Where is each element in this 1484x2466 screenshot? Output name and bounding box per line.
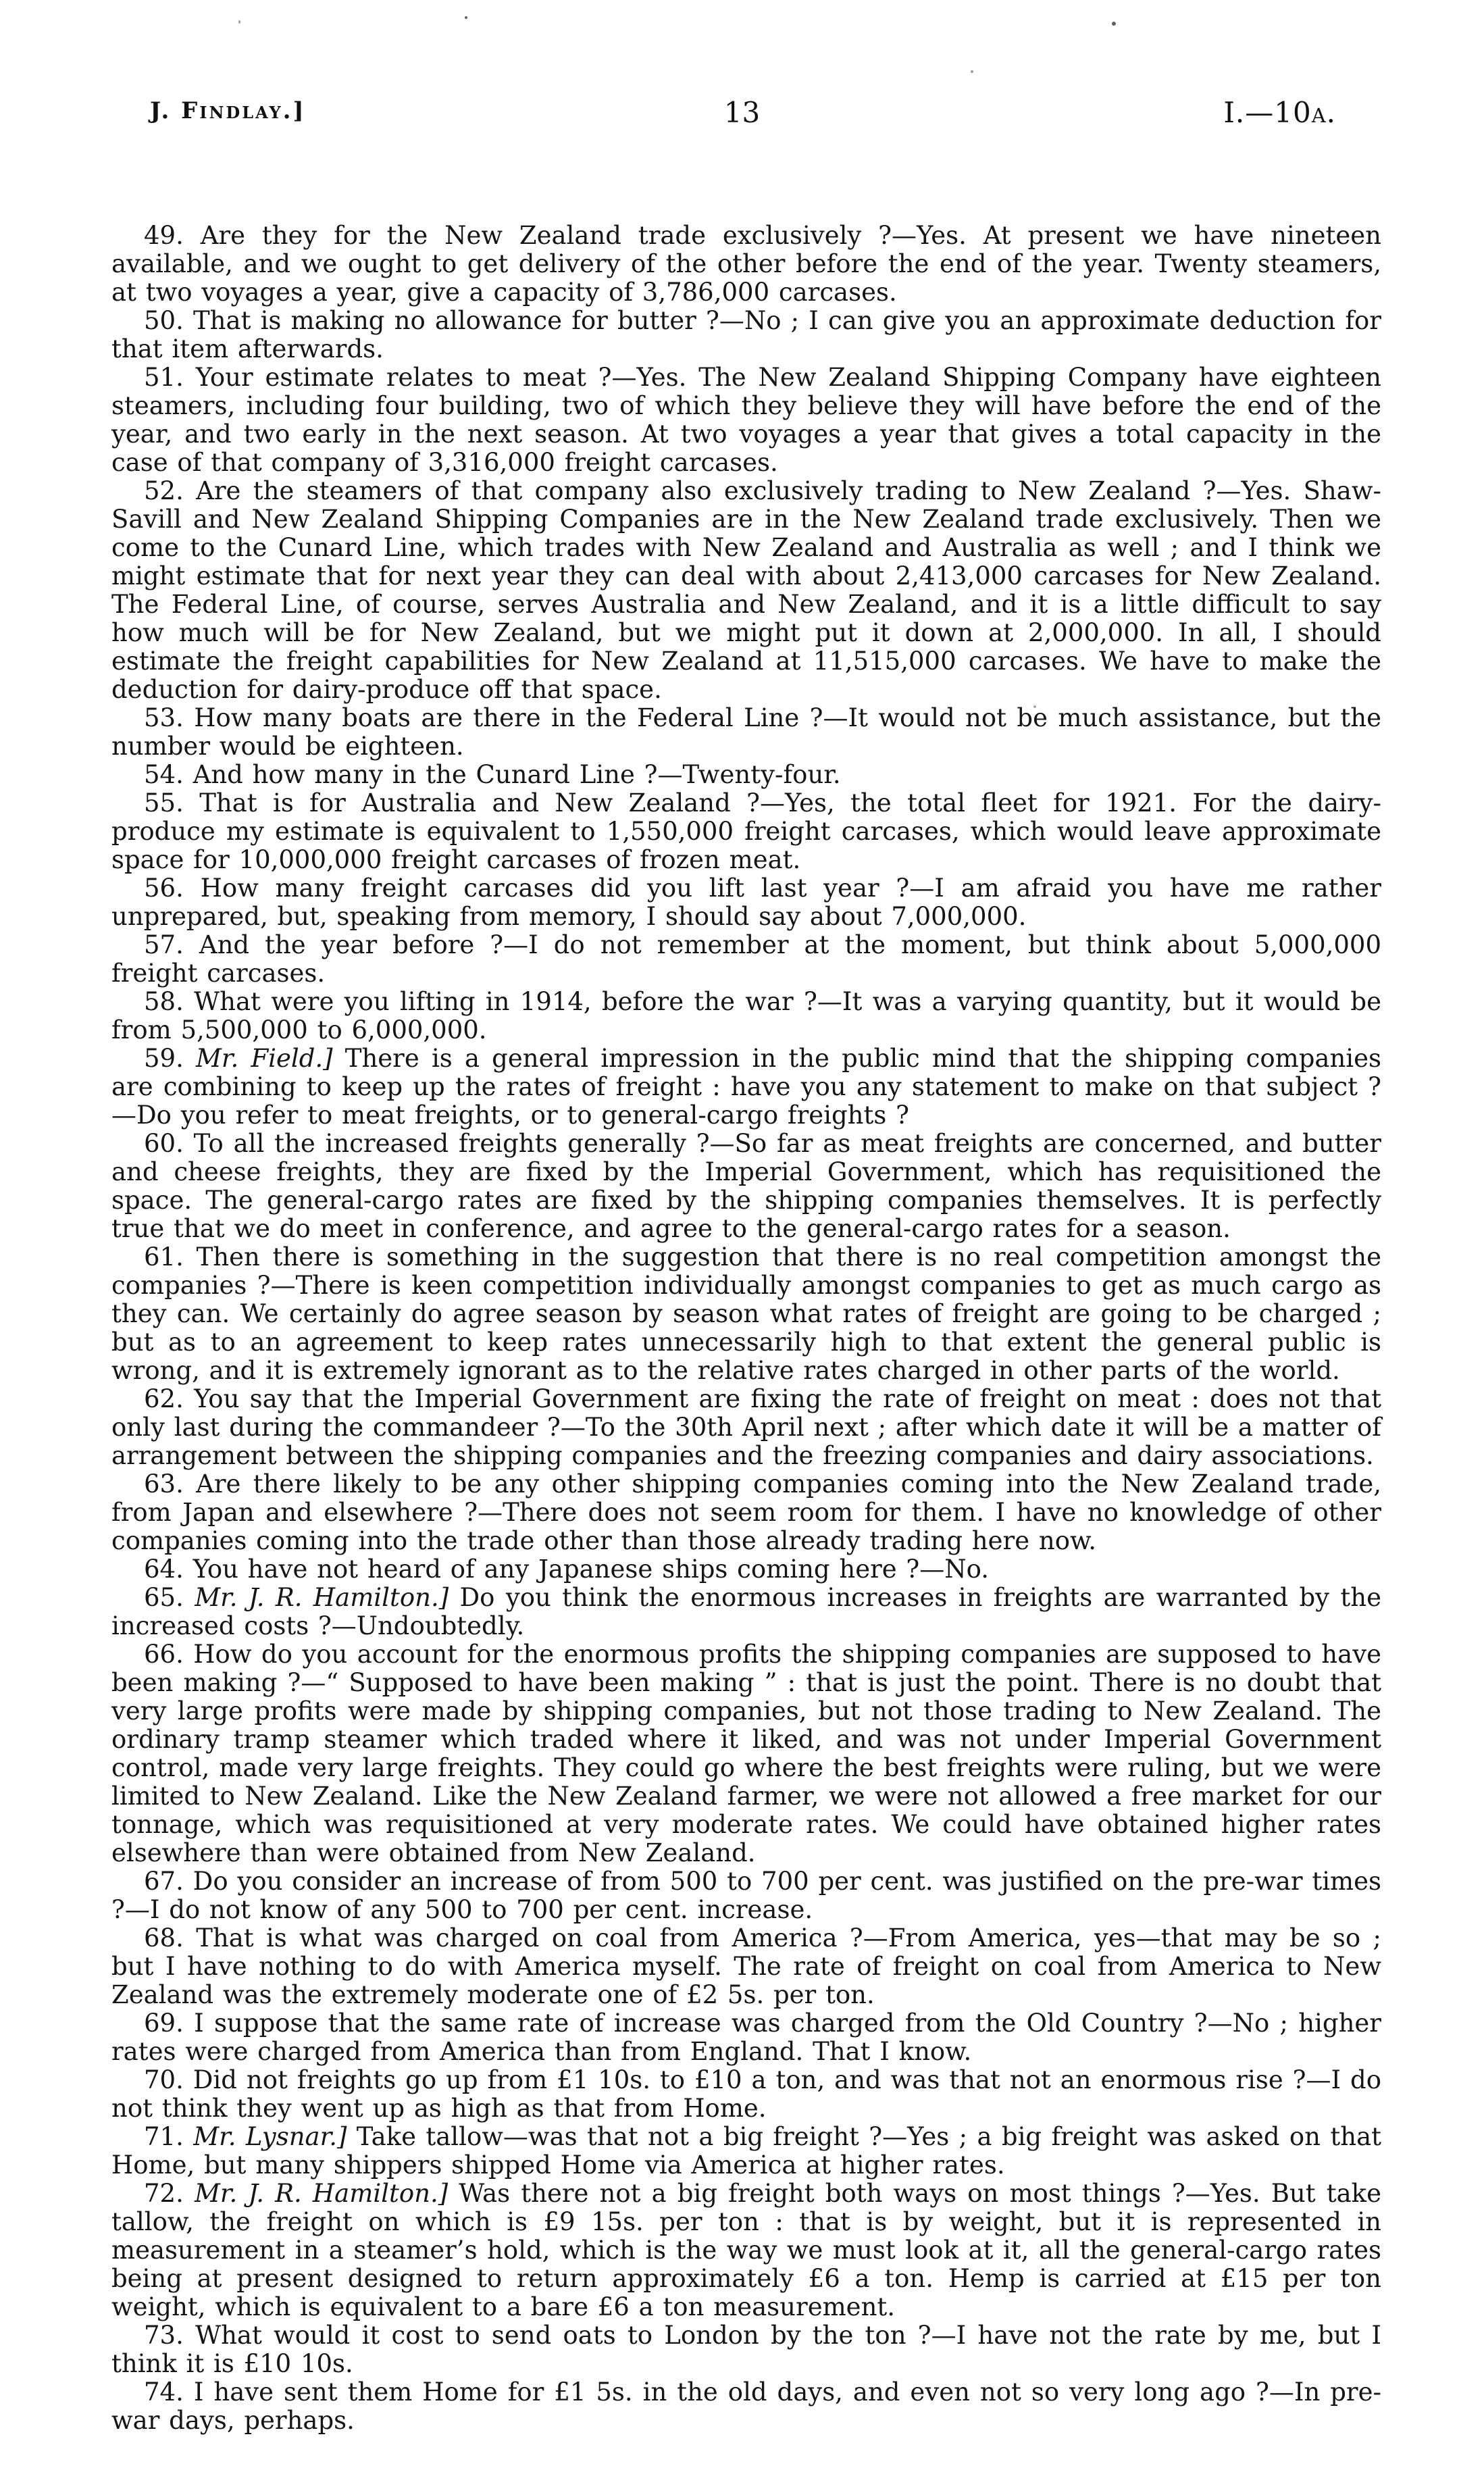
question-text: Then there is something in the suggestion that there is no real competition amongst the companies ?—There is keen competition individually amongst companies to get as much cargo as they can. We certainly do agree season by season what rates of freight are going to be charged ; but as to an agreement to keep rates unnecessarily high to that extent the general public is wrong, and it is extremely ignorant as to the relative rates charged in other parts of the world.	[111, 1242, 1381, 1385]
question-number: 57.	[144, 930, 199, 959]
speaker-name: Mr. Field.]	[196, 1044, 345, 1073]
question-paragraph	[111, 1045, 1381, 1130]
scan-speck	[465, 16, 467, 19]
question-number: 67.	[144, 1867, 193, 1896]
question-text: Was there not a big freight both ways on most things ?—Yes. But take tallow, the freight on which is £9 15s. per ton : that is by weight, but it is represented in measurement in a steamer’s hold, which is the way we must look at it, all the general-cargo rates being at present designed to return approximately £6 a ton. Hemp is carried at £15 per ton weight, which is equivalent to a bare £6 a ton measurement.	[111, 2179, 1381, 2321]
question-text: Take tallow—was that not a big freight ?—Yes ; a big freight was asked on that Home, but many shippers shipped Home via America at higher rates.	[111, 2122, 1382, 2180]
question-text: Are there likely to be any other shipping companies coming into the New Zealand trade, from Japan and elsewhere ?—There does not seem room for them. I have no knowledge of other companies coming into the trade other than those already trading here now.	[111, 1469, 1382, 1555]
question-number: 51.	[144, 363, 196, 392]
question-paragraph	[111, 1470, 1381, 1555]
question-text: I suppose that the same rate of increase was charged from the Old Country ?—No ; higher rates were charged from America than from England. That I know.	[111, 2009, 1381, 2066]
question-text: There is a general impression in the public mind that the shipping companies are combining to keep up the rates of freight : have you any statement to make on that subject ?—Do you refer to meat freights, or to general-cargo freights ?	[111, 1044, 1381, 1130]
question-number: 50.	[144, 306, 193, 335]
page-number: 13	[723, 96, 761, 129]
question-text: Did not freights go up from £1 10s. to £10 a ton, and was that not an enormous rise ?—I do not think they went up as high as that from Home.	[111, 2065, 1381, 2123]
question-number: 71.	[144, 2122, 194, 2151]
question-text: That is for Australia and New Zealand ?—Yes, the total fleet for 1921. For the dairy-produce my estimate is equivalent to 1,550,000 freight carcases, which would leave approximate space for 10,000,000 freight carcases of frozen meat.	[111, 788, 1381, 874]
question-paragraph	[111, 2123, 1381, 2180]
question-number: 73.	[144, 2321, 196, 2350]
question-paragraph	[111, 2321, 1381, 2378]
question-text: You have not heard of any Japanese ships coming here ?—No.	[193, 1555, 990, 1584]
question-text: You say that the Imperial Government are fixing the rate of freight on meat : does not that only last during the commandeer ?—To the 30th April next ; after which date it will be a matter of arrangement between the shipping companies and the freezing companies and dairy associations.	[111, 1384, 1382, 1470]
question-number: 58.	[144, 987, 195, 1016]
question-number: 69.	[144, 2009, 195, 2038]
question-text: And how many in the Cunard Line ?—Twenty-four.	[193, 760, 841, 789]
question-paragraph	[111, 2378, 1381, 2435]
question-number: 62.	[144, 1384, 195, 1413]
question-number: 55.	[144, 788, 200, 817]
question-paragraph	[111, 1130, 1381, 1243]
question-paragraph	[111, 222, 1381, 307]
witness-name: J. Findlay.]	[150, 97, 306, 124]
question-paragraph	[111, 874, 1381, 931]
question-number: 63.	[144, 1469, 197, 1499]
paper-reference: I.—10a.	[1223, 96, 1336, 129]
question-paragraph	[111, 931, 1381, 988]
question-paragraph	[111, 988, 1381, 1045]
question-number: 65.	[144, 1583, 195, 1612]
page-header	[0, 96, 1484, 136]
question-paragraph	[111, 1867, 1381, 1924]
question-number: 56.	[144, 874, 201, 903]
question-paragraph	[111, 1640, 1381, 1867]
question-text: How do you account for the enormous profits the shipping companies are supposed to have been making ?—“ Supposed to have been making ” : that is just the point. There is no doubt that very large profits were made by shipping companies, but not those trading to New Zealand. The ordinary tramp steamer which traded where it liked, and was not under Imperial Government control, made very large freights. They could go where the best freights were ruling, but we were limited to New Zealand. Like the New Zealand farmer, we were not allowed a free market for our tonnage, which was requisitioned at very moderate rates. We could have obtained higher rates elsewhere than were obtained from New Zealand.	[111, 1640, 1381, 1867]
question-paragraph	[111, 2180, 1381, 2321]
question-paragraph	[111, 761, 1381, 789]
speaker-name: Mr. Lysnar.]	[193, 2122, 357, 2151]
question-number: 49.	[144, 221, 201, 250]
scan-speck	[238, 20, 240, 24]
question-number: 72.	[144, 2179, 195, 2208]
transcript	[111, 222, 1381, 2435]
question-number: 53.	[144, 703, 195, 732]
question-text: Do you think the enormous increases in freights are warranted by the increased costs ?—Undoubtedly.	[111, 1583, 1381, 1640]
question-text: What would it cost to send oats to London by the ton ?—I have not the rate by me, but I think it is £10 10s.	[111, 2321, 1381, 2378]
question-paragraph	[111, 704, 1381, 761]
question-paragraph	[111, 1243, 1381, 1385]
question-number: 54.	[144, 760, 193, 789]
question-number: 60.	[144, 1129, 194, 1158]
speaker-name: Mr. J. R. Hamilton.]	[195, 1583, 460, 1612]
question-text: How many boats are there in the Federal Line ?—It would not be much assistance, but the number would be eighteen.	[111, 703, 1381, 761]
question-number: 59.	[144, 1044, 197, 1073]
question-paragraph	[111, 1924, 1381, 2009]
question-text: Are the steamers of that company also exclusively trading to New Zealand ?—Yes. Shaw-Savill and New Zealand Shipping Companies are in the New Zealand trade exclusively. Then we come to the Cunard Line, which trades with New Zealand and Australia as well ; and I think we might estimate that for next year they can deal with about 2,413,000 carcases for New Zealand. The Federal Line, of course, serves Australia and New Zealand, and it is a little difficult to say how much will be for New Zealand, but we might put it down at 2,000,000. In all, I should estimate the freight capabilities for New Zealand at 11,515,000 carcases. We have to make the deduction for dairy-produce off that space.	[111, 476, 1381, 704]
question-number: 74.	[144, 2377, 194, 2407]
question-text: How many freight carcases did you lift last year ?—I am afraid you have me rather unprepared, but, speaking from memory, I should say about 7,000,000.	[111, 874, 1381, 931]
question-number: 52.	[144, 476, 197, 505]
question-number: 70.	[144, 2065, 193, 2094]
question-paragraph	[111, 2009, 1381, 2066]
question-number: 66.	[144, 1640, 194, 1669]
question-text: Are they for the New Zealand trade exclusively ?—Yes. At present we have nineteen available, and we ought to get delivery of the other before the end of the year. Twenty steamers, at two voyages a year, give a capacity of 3,786,000 carcases.	[111, 221, 1381, 307]
question-paragraph	[111, 1385, 1381, 1470]
scan-speck	[1112, 22, 1116, 26]
question-paragraph	[111, 789, 1381, 874]
question-text: I have sent them Home for £1 5s. in the old days, and even not so very long ago ?—In pre-war days, perhaps.	[111, 2377, 1381, 2435]
question-text: What were you lifting in 1914, before the war ?—It was a varying quantity, but it would be from 5,500,000 to 6,000,000.	[111, 987, 1381, 1045]
question-paragraph	[111, 307, 1381, 363]
question-number: 68.	[144, 1923, 197, 1953]
question-paragraph	[111, 1584, 1381, 1640]
question-paragraph	[111, 2066, 1381, 2123]
question-text: And the year before ?—I do not remember at the moment, but think about 5,000,000 freight carcases.	[111, 930, 1381, 988]
question-number: 61.	[144, 1242, 197, 1272]
question-number: 64.	[144, 1555, 193, 1584]
question-paragraph	[111, 363, 1381, 477]
question-text: That is what was charged on coal from America ?—From America, yes—that may be so ; but I have nothing to do with America myself. The rate of freight on coal from America to New Zealand was the extremely moderate one of £2 5s. per ton.	[111, 1923, 1381, 2009]
question-text: Your estimate relates to meat ?—Yes. The New Zealand Shipping Company have eighteen steamers, including four building, two of which they believe they will have before the end of the year, and two early in the next season. At two voyages a year that gives a total capacity in the case of that company of 3,316,000 freight carcases.	[111, 363, 1381, 477]
question-text: To all the increased freights generally ?—So far as meat freights are concerned, and butter and cheese freights, they are fixed by the Imperial Government, which has requisitioned the space. The general-cargo rates are fixed by the shipping companies themselves. It is perfectly true that we do meet in conference, and agree to the general-cargo rates for a season.	[111, 1129, 1381, 1243]
question-text: That is making no allowance for butter ?—No ; I can give you an approximate deduction for that item afterwards.	[111, 306, 1381, 363]
speaker-name: Mr. J. R. Hamilton.]	[194, 2179, 459, 2208]
question-paragraph	[111, 477, 1381, 704]
question-paragraph	[111, 1555, 1381, 1584]
question-text: Do you consider an increase of from 500 to 700 per cent. was justified on the pre-war times ?—I do not know of any 500 to 700 per cent. increase.	[111, 1867, 1381, 1924]
scan-speck	[971, 70, 973, 73]
